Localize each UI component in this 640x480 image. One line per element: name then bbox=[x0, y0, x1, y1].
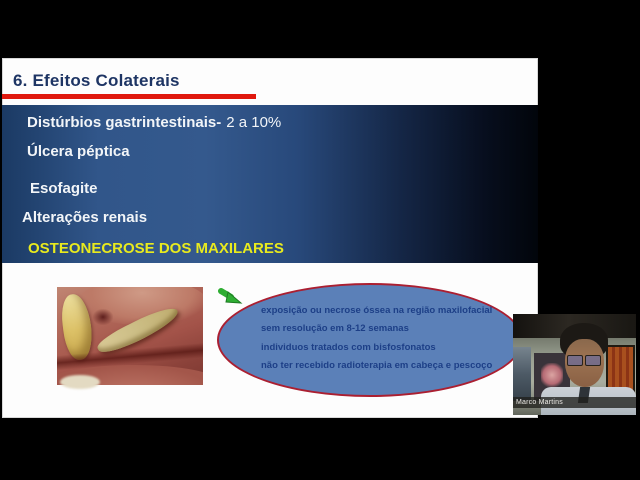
green-arrow-icon bbox=[218, 288, 246, 310]
callout-line: sem resolução em 8-12 semanas bbox=[261, 323, 409, 334]
bullet-osteonecrose: OSTEONECROSE DOS MAXILARES bbox=[28, 240, 284, 257]
bullet-detail: 2 a 10% bbox=[226, 114, 282, 131]
callout-line: não ter recebido radioterapia em cabeça e pescoço bbox=[261, 360, 493, 371]
callout-line: individuos tratados com bisfosfonatos bbox=[261, 342, 436, 353]
bullet-label: Distúrbios gastrintestinais- bbox=[27, 114, 222, 131]
bullet-ulcera: Úlcera péptica bbox=[27, 143, 130, 160]
photo-shadow-blob bbox=[60, 375, 100, 389]
presentation-slide bbox=[2, 58, 538, 418]
callout-line: exposição ou necrose óssea na região maxilofacial bbox=[261, 305, 493, 316]
photo-dark-spot bbox=[93, 309, 113, 325]
slide-title: 6. Efeitos Colaterais bbox=[13, 71, 180, 90]
osteonecrosis-photo bbox=[57, 287, 203, 385]
glasses-icon bbox=[585, 355, 601, 366]
bullet-panel bbox=[2, 105, 538, 263]
bullet-alteracoes-renais: Alterações renais bbox=[22, 209, 148, 226]
bullet-gastrointestinal bbox=[27, 115, 281, 130]
participant-name: Marco Martins bbox=[516, 399, 563, 406]
participant-name-badge bbox=[513, 397, 636, 408]
webcam-poster-left bbox=[513, 347, 531, 401]
title-underline bbox=[2, 94, 256, 99]
glasses-icon bbox=[567, 355, 583, 366]
webcam-overlay[interactable] bbox=[513, 314, 636, 415]
bullet-esofagite: Esofagite bbox=[30, 180, 98, 197]
callout-ellipse bbox=[217, 283, 523, 397]
